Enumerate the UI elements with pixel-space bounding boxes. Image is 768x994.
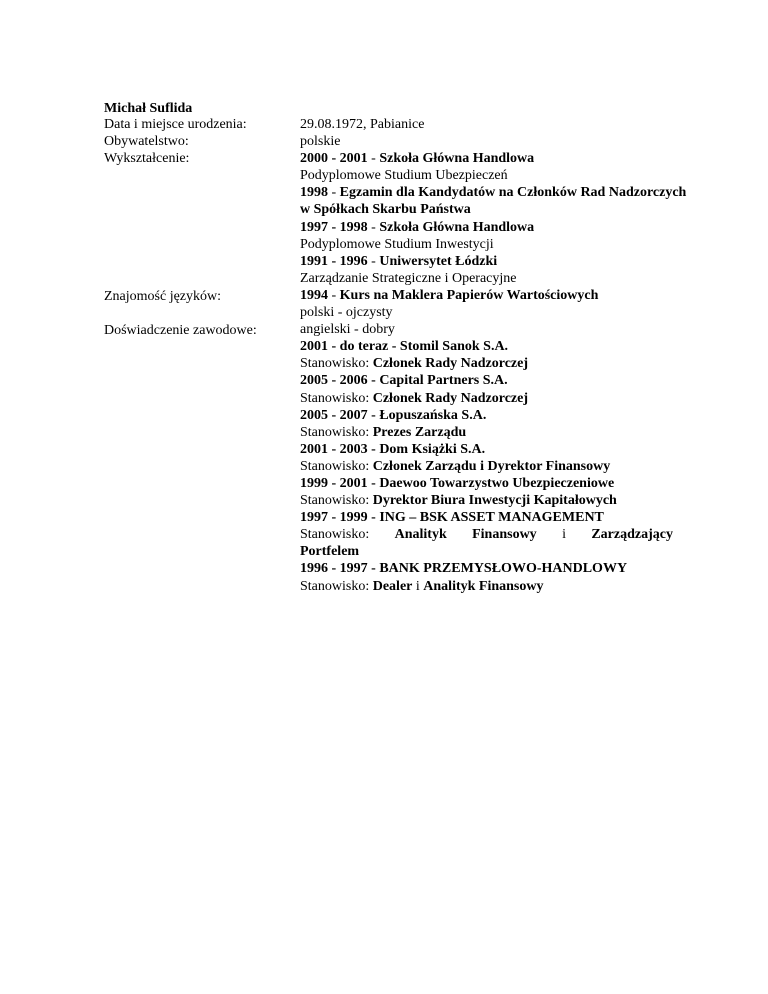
education-entry xyxy=(300,253,720,270)
position-value: Członek Rady Nadzorczej xyxy=(372,356,529,372)
job-header: 2005 - 2006 - Capital Partners S.A. xyxy=(300,373,508,389)
language-item: angielski - dobry xyxy=(300,322,395,338)
education-entry xyxy=(300,150,720,167)
position-word: Analityk xyxy=(394,527,447,543)
position-value: Analityk Finansowy xyxy=(423,578,544,594)
position-value: Członek Zarządu i Dyrektor Finansowy xyxy=(372,458,611,474)
education-separator: - xyxy=(367,253,380,269)
education-detail: Podyplomowe Studium Ubezpieczeń xyxy=(300,168,508,184)
job-header: 2001 - 2003 - Dom Książki S.A. xyxy=(300,441,486,457)
person-name: Michał Suflida xyxy=(104,101,193,116)
job-position xyxy=(300,424,720,441)
education-detail: Zarządzanie Strategiczne i Operacyjne xyxy=(300,270,517,286)
education-years: 2000 - 2001 xyxy=(300,151,368,167)
job-header: 2001 - do teraz - Stomil Sanok S.A. xyxy=(300,339,509,355)
position-word: Zarządzający xyxy=(591,527,673,543)
education-separator: - xyxy=(367,219,380,235)
position-word: i xyxy=(562,527,566,543)
job-position xyxy=(300,458,720,475)
job-position xyxy=(300,492,720,509)
education-title: Szkoła Główna Handlowa xyxy=(379,151,535,167)
job-position xyxy=(300,578,720,595)
language-item: polski - ojczysty xyxy=(300,305,393,321)
education-entry xyxy=(300,184,720,201)
education-separator: - xyxy=(367,151,380,167)
education-years: 1998 xyxy=(300,185,328,201)
label-citizenship: Obywatelstwo: xyxy=(104,134,189,149)
education-years: 1994 xyxy=(300,287,328,303)
education-years: 1997 - 1998 xyxy=(300,219,368,235)
position-word: Finansowy xyxy=(472,527,537,543)
job-position xyxy=(300,390,720,407)
position-label: Stanowisko: xyxy=(300,578,370,594)
job-header: 1996 - 1997 - BANK PRZEMYSŁOWO-HANDLOWY xyxy=(300,561,628,577)
education-title: Uniwersytet Łódzki xyxy=(379,253,498,269)
position-conjunction: i xyxy=(412,578,424,594)
job-position-continued: Portfelem xyxy=(300,544,360,560)
job-position xyxy=(300,526,673,543)
education-separator: - xyxy=(328,287,340,303)
education-title: Egzamin dla Kandydatów na Członków Rad Nadzorczych xyxy=(339,185,687,201)
position-label: Stanowisko: xyxy=(300,356,370,372)
position-value: Prezes Zarządu xyxy=(372,424,467,440)
education-separator: - xyxy=(328,185,340,201)
education-detail: Podyplomowe Studium Inwestycji xyxy=(300,236,494,252)
education-title-continued: w Spółkach Skarbu Państwa xyxy=(300,202,471,218)
education-title: Szkoła Główna Handlowa xyxy=(379,219,535,235)
label-education: Wykształcenie: xyxy=(104,151,190,166)
details-column xyxy=(300,116,720,595)
position-value: Członek Rady Nadzorczej xyxy=(372,390,529,406)
education-entry xyxy=(300,219,720,236)
label-languages: Znajomość języków: xyxy=(104,289,222,304)
birth-value: 29.08.1972, Pabianice xyxy=(300,117,425,132)
position-label: Stanowisko: xyxy=(300,390,370,406)
position-value: Dyrektor Biura Inwestycji Kapitałowych xyxy=(372,493,617,509)
position-label: Stanowisko: xyxy=(300,493,370,509)
job-header: 2005 - 2007 - Łopuszańska S.A. xyxy=(300,407,487,423)
label-birth: Data i miejsce urodzenia: xyxy=(104,117,247,132)
citizenship-value: polskie xyxy=(300,134,341,150)
education-title: Kurs na Maklera Papierów Wartościowych xyxy=(339,287,599,303)
job-header: 1997 - 1999 - ING – BSK ASSET MANAGEMENT xyxy=(300,510,604,526)
position-label: Stanowisko: xyxy=(300,527,370,543)
job-header: 1999 - 2001 - Daewoo Towarzystwo Ubezpieczeniowe xyxy=(300,475,615,491)
position-value: Dealer xyxy=(372,578,413,594)
position-label: Stanowisko: xyxy=(300,458,370,474)
job-position xyxy=(300,355,720,372)
label-experience: Doświadczenie zawodowe: xyxy=(104,323,257,338)
education-entry xyxy=(300,287,720,304)
education-years: 1991 - 1996 xyxy=(300,253,368,269)
position-label: Stanowisko: xyxy=(300,424,370,440)
